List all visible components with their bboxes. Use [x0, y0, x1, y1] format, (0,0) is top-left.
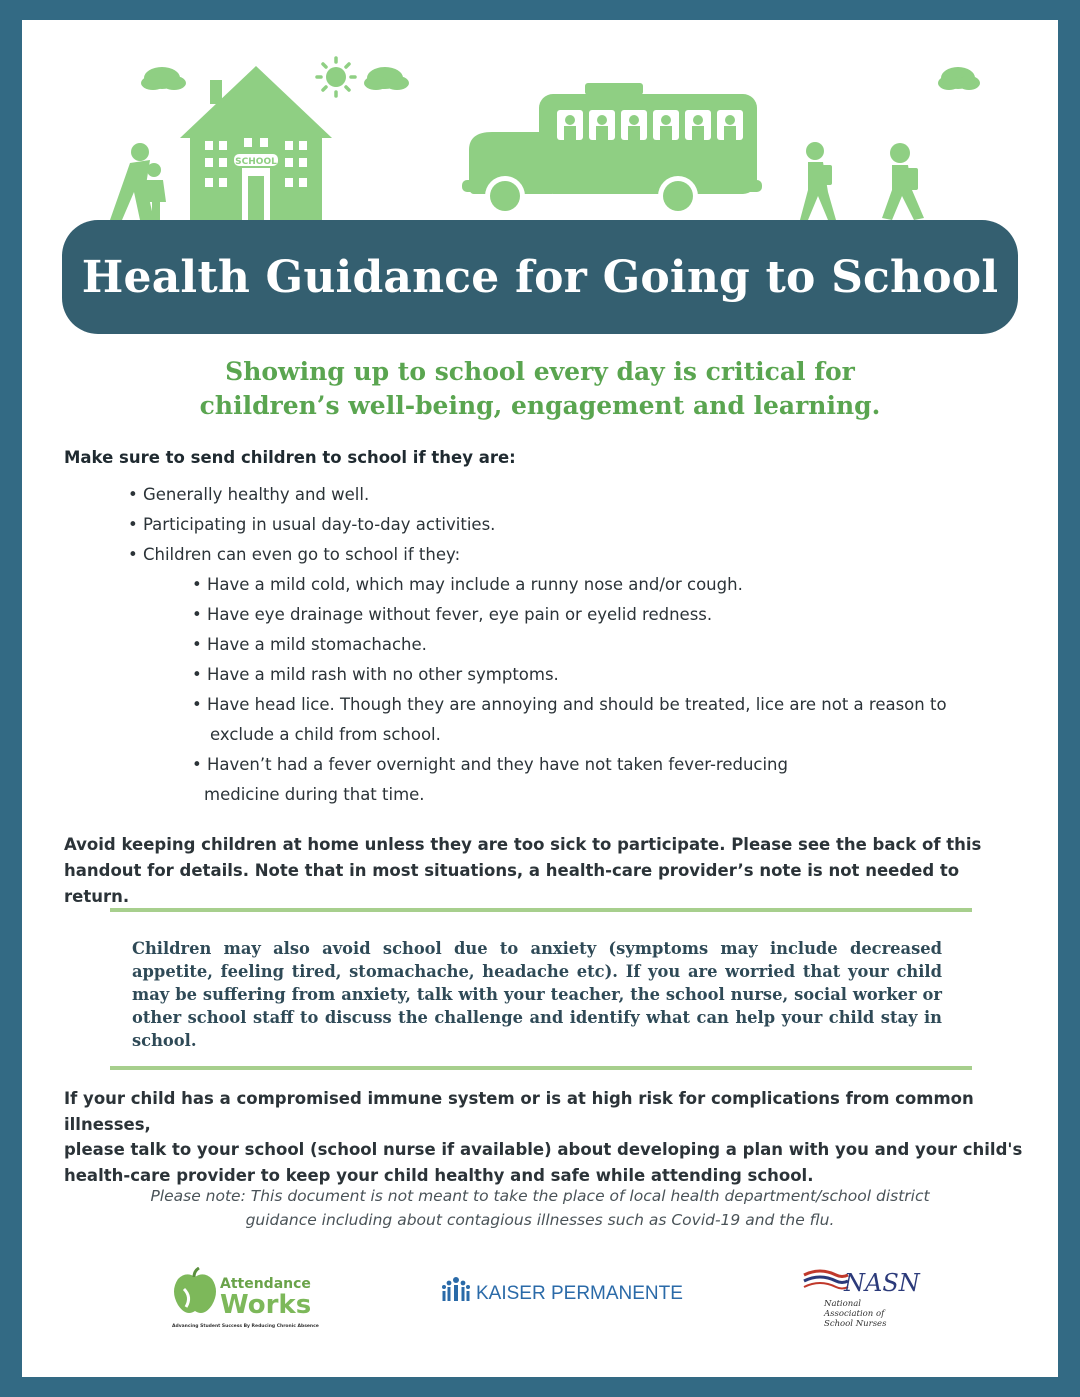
sub-list-item: • Have a mild cold, which may include a runny nose and/or cough.	[192, 575, 743, 594]
note-line: Please note: This document is not meant to take the place of local health department/school district	[150, 1187, 930, 1205]
sub-list-item: • Haven’t had a fever overnight and they have not taken fever-reducing	[192, 755, 788, 774]
student-figure-running	[882, 143, 924, 220]
divider	[110, 908, 972, 912]
cloud-icon	[938, 67, 980, 90]
student-figure-walking	[800, 142, 836, 220]
apple-icon	[172, 1267, 218, 1319]
kaiser-people-icon	[440, 1275, 472, 1307]
sub-list-item-continued: exclude a child from school.	[210, 725, 441, 744]
parent-and-child-figure	[110, 143, 166, 220]
school-sign-text: SCHOOL	[235, 157, 277, 167]
sponsor-logos	[22, 1265, 1058, 1345]
cloud-icon	[364, 67, 409, 90]
subtitle-line: Showing up to school every day is critical for	[225, 357, 855, 386]
subtitle	[22, 355, 1058, 423]
list-item: • Generally healthy and well.	[128, 485, 370, 504]
flag-icon	[800, 1265, 850, 1295]
kaiser-permanente-text: KAISER PERMANENTE	[476, 1283, 683, 1304]
cloud-icon	[141, 67, 186, 90]
sub-list-item: • Have a mild stomachache.	[192, 635, 427, 654]
nasn-text: NASN	[844, 1269, 920, 1297]
immune-paragraph	[64, 1086, 1024, 1188]
divider	[110, 1066, 972, 1070]
list-item: • Children can even go to school if they:	[128, 545, 461, 564]
nasn-subtitle-line: National	[824, 1299, 862, 1309]
nasn-subtitle	[824, 1299, 886, 1329]
paragraph-line: health-care provider to keep your child healthy and safe while attending school.	[64, 1165, 814, 1185]
attendance-works-tagline: Advancing Student Success By Reducing Chronic Absence	[172, 1324, 319, 1329]
kaiser-permanente-logo	[440, 1275, 683, 1315]
anxiety-callout: Children may also avoid school due to anxiety (symptoms may include decreased appetite, feeling tired, stomachache, headache etc). If you are worried that your child may be suffering from anxiety, talk with your teacher, the school nurse, social worker or other school staff to discuss the challenge and identify what can help your child stay in school.	[132, 939, 942, 1050]
header-illustration	[22, 20, 1058, 230]
sub-list-item: • Have eye drainage without fever, eye pain or eyelid redness.	[192, 605, 713, 624]
attendance-works-line1: Attendance	[220, 1276, 311, 1292]
paragraph-line: Avoid keeping children at home unless they are too sick to participate. Please see the back of this	[64, 835, 982, 854]
nasn-subtitle-line: School Nurses	[824, 1319, 887, 1329]
send-checklist	[64, 480, 1004, 810]
disclaimer-note	[22, 1184, 1058, 1232]
school-bus	[462, 83, 762, 216]
attendance-works-logo	[172, 1267, 319, 1337]
list-item: • Participating in usual day-to-day activities.	[128, 515, 496, 534]
send-section-lead: Make sure to send children to school if they are:	[64, 448, 516, 467]
school-building	[180, 66, 332, 220]
sub-list-item-continued: medicine during that time.	[204, 785, 425, 804]
paragraph-line: please talk to your school (school nurse if available) about developing a plan with you and your child's	[64, 1140, 1023, 1159]
handout-page	[22, 20, 1058, 1377]
subtitle-line: children’s well-being, engagement and learning.	[199, 391, 881, 420]
nasn-subtitle-line: Association of	[824, 1309, 885, 1319]
sub-list-item: • Have head lice. Though they are annoying and should be treated, lice are not a reason to	[192, 695, 947, 714]
avoid-paragraph	[64, 832, 1024, 910]
paragraph-line: handout for details. Note that in most situations, a health-care provider’s note is not needed to return.	[64, 861, 960, 906]
sub-list-item: • Have a mild rash with no other symptoms.	[192, 665, 559, 684]
note-line: guidance including about contagious illnesses such as Covid-19 and the flu.	[245, 1211, 835, 1229]
sun-icon	[317, 58, 355, 96]
page-title: Health Guidance for Going to School	[81, 251, 999, 303]
title-banner	[62, 220, 1018, 334]
attendance-works-line2: Works	[220, 1290, 312, 1320]
paragraph-line: If your child has a compromised immune system or is at high risk for complications from common illnesses,	[64, 1089, 974, 1134]
nasn-logo	[800, 1265, 920, 1345]
